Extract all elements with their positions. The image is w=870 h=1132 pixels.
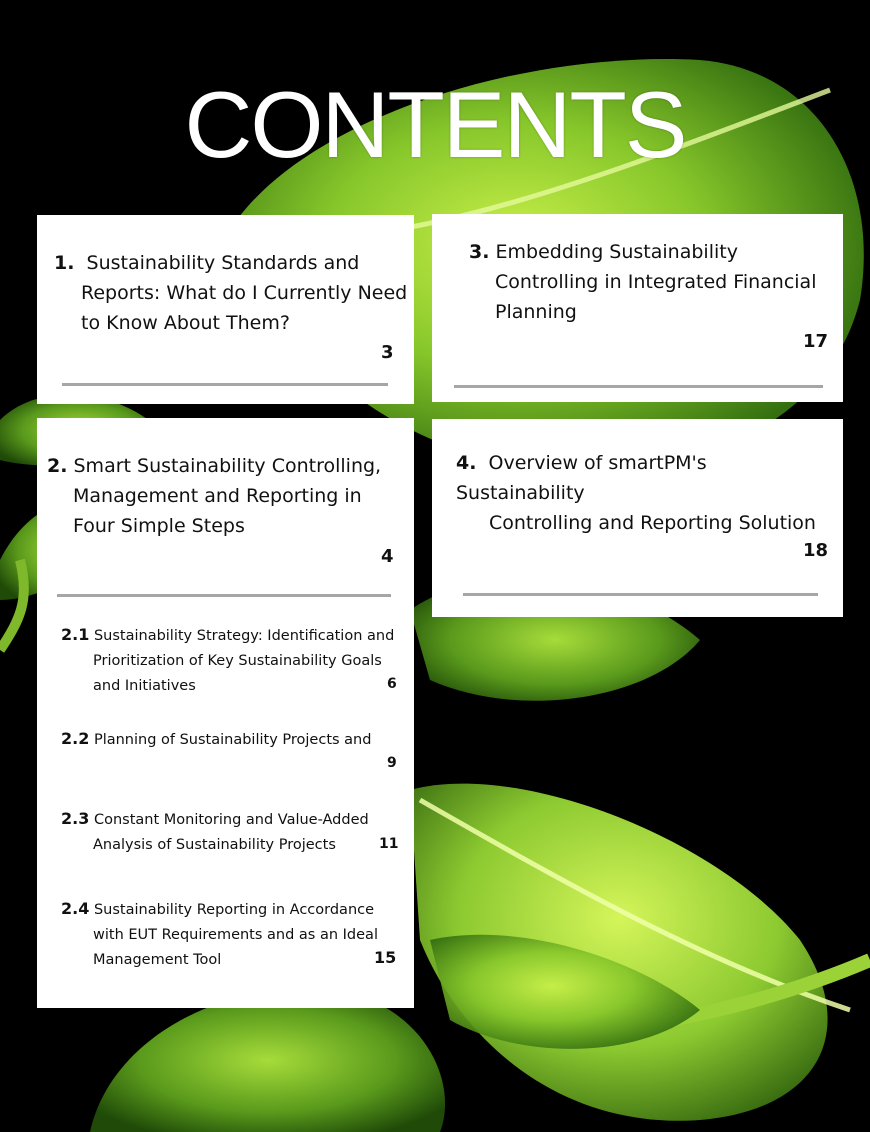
toc-subentry-number: 2.2	[61, 729, 90, 748]
toc-subentry-title-line: and Initiatives	[93, 678, 196, 694]
toc-entry-title-line: Embedding Sustainability	[495, 241, 738, 263]
toc-subentry-2-3[interactable]	[61, 806, 406, 858]
toc-subentry-page-number: 15	[374, 948, 397, 967]
toc-subentry-page-number: 9	[387, 755, 397, 771]
toc-subentry-title-line: Prioritization of Key Sustainability Goals	[93, 653, 382, 669]
toc-entry-number: 4.	[456, 452, 477, 474]
toc-entry-4[interactable]	[456, 448, 841, 538]
toc-page-number: 18	[803, 540, 829, 561]
toc-entry-title-line: Management and Reporting in	[73, 485, 362, 507]
toc-subentry-title-line: Management Tool	[93, 952, 222, 968]
toc-entry-3[interactable]	[469, 237, 839, 327]
toc-subentry-title-line: with EUT Requirements and as an Ideal	[93, 927, 378, 943]
toc-subentry-title-line: Analysis of Sustainability Projects	[93, 837, 336, 853]
toc-page-number: 3	[381, 342, 394, 363]
toc-entry-title-line: Controlling in Integrated Financial	[495, 271, 817, 293]
toc-subentry-number: 2.4	[61, 899, 90, 918]
toc-entry-title-line: Planning	[495, 301, 577, 323]
separator-line	[57, 594, 391, 597]
toc-entry-title-line: to Know About Them?	[81, 312, 290, 334]
toc-entry-1[interactable]	[54, 248, 414, 338]
toc-entry-title-line: Overview of smartPM's Sustainability	[456, 452, 707, 504]
toc-subentry-number: 2.1	[61, 625, 90, 644]
toc-subentry-number: 2.3	[61, 809, 90, 828]
separator-line	[463, 593, 818, 596]
toc-subentry-2-4[interactable]	[61, 896, 406, 973]
toc-page-number: 17	[803, 331, 829, 352]
toc-subentry-title-line: Sustainability Strategy: Identification and	[93, 628, 395, 644]
toc-page-number: 4	[381, 546, 394, 567]
page-title: CONTENTS	[184, 72, 686, 177]
toc-subentry-page-number: 11	[379, 836, 399, 852]
toc-subentry-title-line: Constant Monitoring and Value-Added	[93, 812, 369, 828]
toc-subentry-title-line: Sustainability Reporting in Accordance	[93, 902, 375, 918]
toc-entry-title-line: Sustainability Standards and	[86, 252, 360, 274]
toc-subentry-page-number: 6	[387, 676, 397, 692]
toc-subentry-title-line: Planning of Sustainability Projects and	[93, 732, 372, 748]
toc-entry-title-line: Smart Sustainability Controlling,	[73, 455, 382, 477]
toc-entry-title-line: Controlling and Reporting Solution	[489, 512, 816, 534]
toc-entry-number: 3.	[469, 241, 490, 263]
toc-entry-title-line: Reports: What do I Currently Need	[81, 282, 408, 304]
separator-line	[62, 383, 388, 386]
toc-subentry-2-1[interactable]	[61, 622, 406, 699]
toc-subentry-2-2[interactable]	[61, 726, 406, 753]
toc-entry-2[interactable]	[47, 451, 413, 541]
toc-entry-title-line: Four Simple Steps	[73, 515, 245, 537]
toc-entry-number: 1.	[54, 252, 75, 274]
toc-entry-number: 2.	[47, 455, 68, 477]
separator-line	[454, 385, 823, 388]
